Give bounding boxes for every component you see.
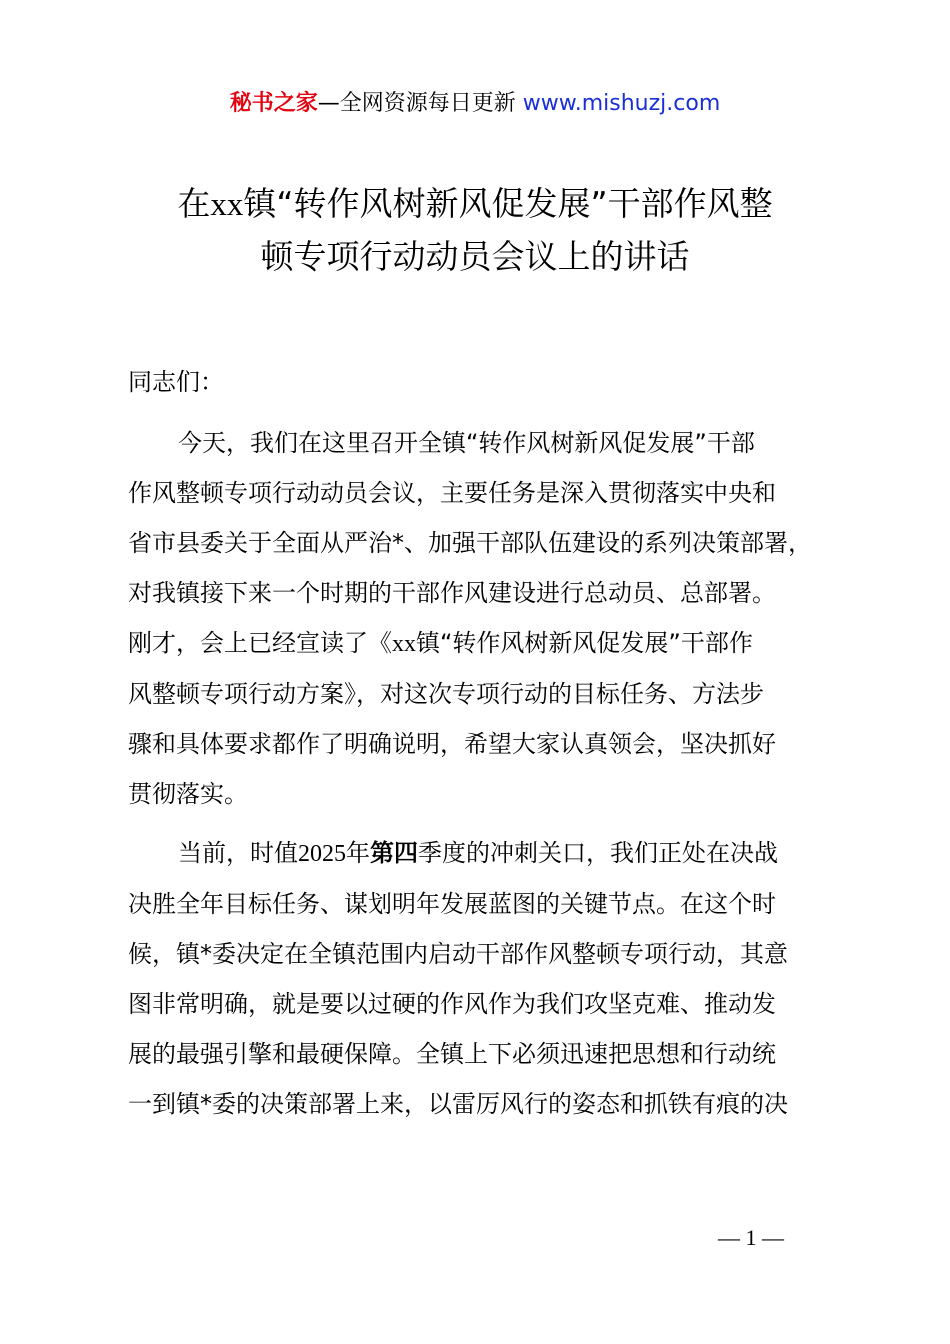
paragraph-1-line: 风整顿专项行动方案》，对这次专项行动的目标任务、方法步 [128,680,764,708]
site-header [0,88,950,120]
document-title [0,178,950,283]
brand-name: 秘书之家 [229,91,318,116]
title-line-2: 顿专项行动动员会议上的讲话 [260,237,690,276]
paragraph-1-line: 今天，我们在这里召开全镇“转作风树新风促发展”干部 [178,429,755,457]
title-line-1: 在xx镇“转作风树新风促发展”干部作风整 [177,184,773,223]
paragraph-1-line: 作风整顿专项行动动员会议，主要任务是深入贯彻落实中央和 [128,479,776,507]
year-number: 2025 [298,841,346,867]
paragraph-2-line: 候，镇*委决定在全镇范围内启动干部作风整顿专项行动，其意 [128,940,788,968]
paragraph-2-line: 一到镇*委的决策部署上来，以雷厉风行的姿态和抓铁有痕的决 [128,1090,788,1118]
paragraph-1-line: 贯彻落实。 [128,780,248,808]
paragraph-2-line: 决胜全年目标任务、谋划明年发展蓝图的关键节点。在这个时 [128,890,776,918]
page-number: — 1 — [718,1225,784,1250]
emphasized-text: 第四 [370,839,418,867]
paragraph-2-line: 当前，时值2025年第四季度的冲刺关口，我们正处在决战 [178,839,778,867]
greeting: 同志们： [128,368,224,396]
paragraph-1-line: 骤和具体要求都作了明确说明，希望大家认真领会，坚决抓好 [128,730,776,758]
paragraph-1-line: 刚才，会上已经宣读了《xx镇“转作风树新风促发展”干部作 [128,629,753,657]
paragraph-2-line: 图非常明确，就是要以过硬的作风作为我们攻坚克难、推动发 [128,990,776,1018]
paragraph-2 [128,828,838,1129]
paragraph-1-line: 省市县委关于全面从严治*、加强干部队伍建设的系列决策部署， [128,529,812,557]
paragraph-1-line: 对我镇接下来一个时期的干部作风建设进行总动员、总部署。 [128,579,776,607]
header-tagline: —全网资源每日更新 [317,91,516,116]
site-url-link[interactable]: www.mishuzj.com [522,91,721,116]
paragraph-1 [128,418,838,819]
paragraph-2-line: 展的最强引擎和最硬保障。全镇上下必须迅速把思想和行动统 [128,1040,776,1068]
